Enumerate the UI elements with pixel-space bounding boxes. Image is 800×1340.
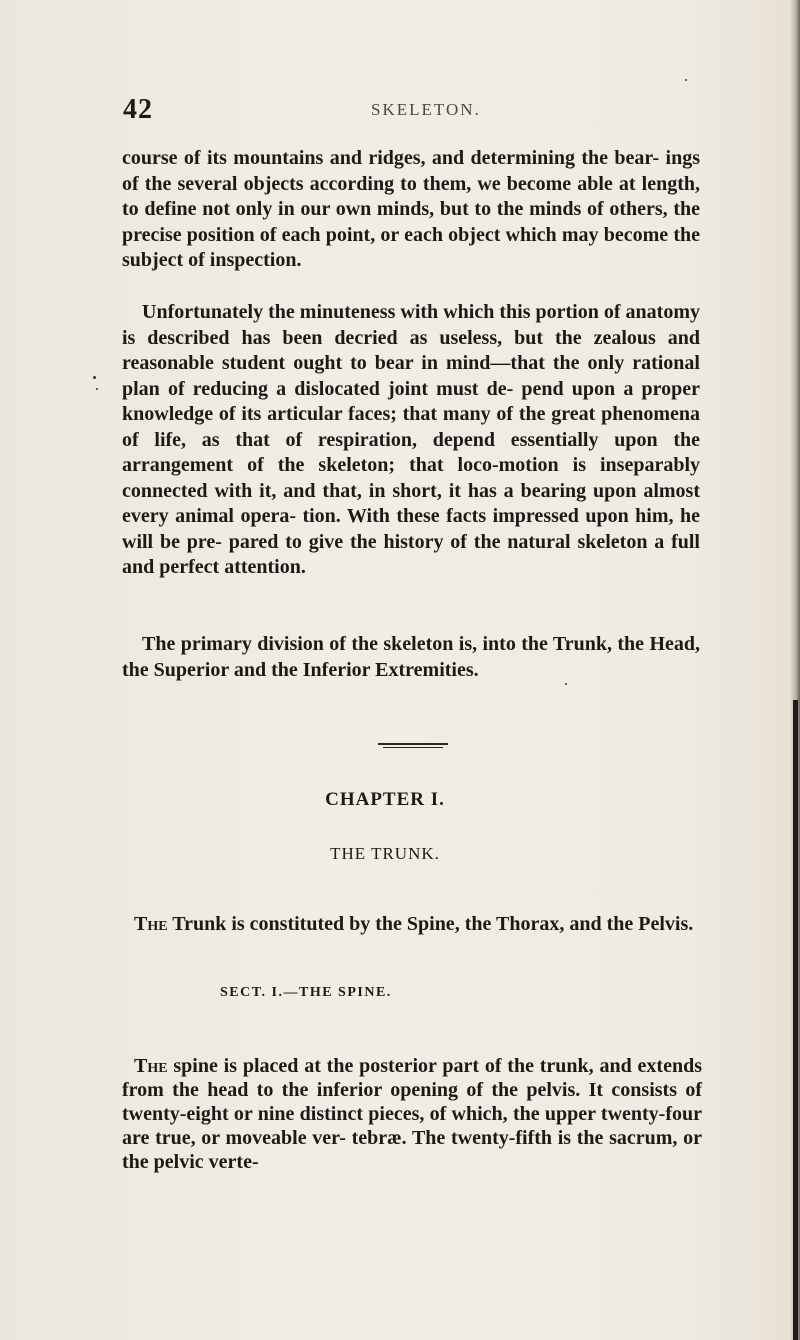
chapter-heading-text: CHAPTER I. xyxy=(325,789,445,810)
paragraph-unfortunately: Unfortunately the minuteness with which this portion of anatomy is described has been decried as useless, but the zealous and reasonable student ought to bear in mind—that the only rational plan of reducing a dislocated joint must de- pend upon a proper knowledge of its articular faces; that many of the great phenomena of life, as that of respiration, depend essentially upon the arrangement of the skeleton; that loco-motion is inseparably connected with it, and that, in short, it has a bearing upon almost every animal opera- tion. With these facts impressed upon him, he will be pre- pared to give the history of the natural skeleton a full and perfect attention. xyxy=(122,301,700,578)
paper-speck xyxy=(93,376,96,379)
paragraph-continuation: course of its mountains and ridges, and determining the bear- ings of the several objects according to them, we become able at length, to define not only in our own minds, but to the minds of others, the precise position of each point, or each object which may become the subject of inspection. xyxy=(122,147,700,271)
chapter-title xyxy=(0,844,800,864)
running-head: SKELETON. xyxy=(371,100,481,119)
chapter-heading xyxy=(0,789,800,811)
page-header xyxy=(123,94,683,124)
section-body-lead: The xyxy=(134,1055,168,1077)
page-number: 42 xyxy=(123,94,153,125)
page-edge-mark xyxy=(793,700,798,1340)
section-divider-rule xyxy=(378,743,448,745)
chapter-intro-lead: The xyxy=(134,913,168,935)
section-divider-rule-thin xyxy=(383,747,443,748)
chapter-intro-paragraph xyxy=(122,912,700,936)
paper-speck xyxy=(96,388,98,390)
paper-speck xyxy=(565,683,567,685)
section-heading: SECT. I.—THE SPINE. xyxy=(220,985,392,1000)
section-body-paragraph xyxy=(122,1054,702,1174)
section-body-text: spine is placed at the posterior part of the trunk, and extends from the head to the inferior opening of the pelvis. It consists of twenty-eight or nine distinct pieces, of which, the upper twenty-four are true, or moveable ver- tebræ. The twenty-fifth is the sacrum, or the pelvic verte- xyxy=(122,1055,702,1173)
paragraph-primary-division: The primary division of the skeleton is, into the Trunk, the Head, the Superior and the Inferior Extremities. xyxy=(122,633,700,681)
paper-speck xyxy=(685,79,687,81)
chapter-title-text: THE TRUNK. xyxy=(330,844,440,863)
chapter-intro-text: Trunk is constituted by the Spine, the Thorax, and the Pelvis. xyxy=(167,913,694,935)
